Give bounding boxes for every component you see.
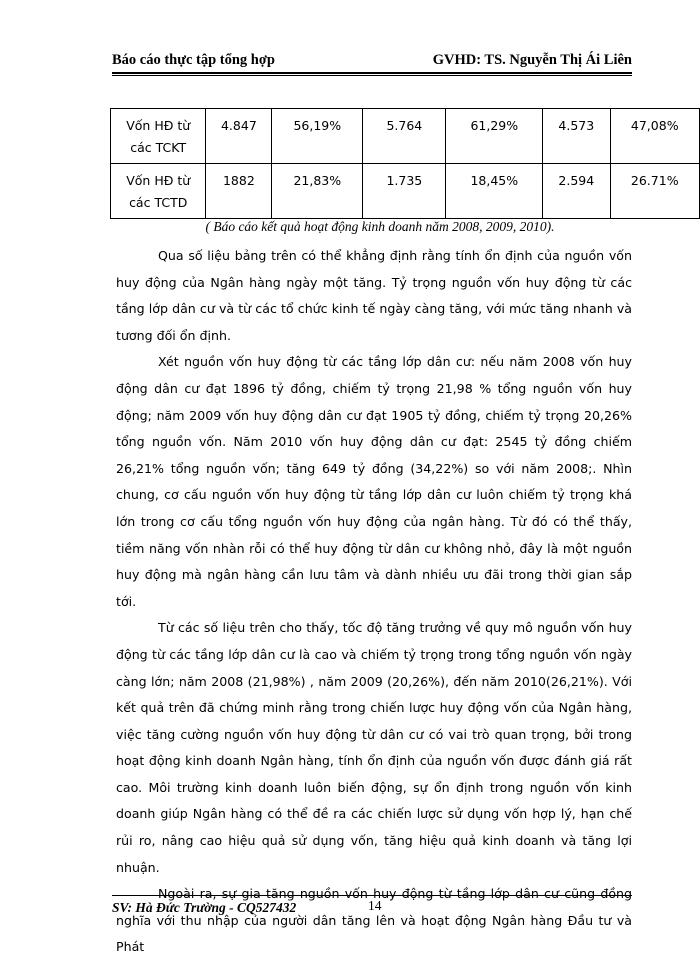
student-name: SV: Hà Đức Trường - CQ527432 [112,900,297,915]
table-cell: 1.735 [363,164,446,219]
table-cell: 5.764 [363,109,446,164]
capital-table [110,108,700,219]
table-cell: 56,19% [272,109,363,164]
row-label: Vốn HĐ từ các TCKT [111,109,206,164]
table-cell: 21,83% [272,164,363,219]
table-cell: 18,45% [446,164,543,219]
table-cell: 61,29% [446,109,543,164]
table-source-caption: ( Báo cáo kết quả hoạt động kinh doanh năm 2008, 2009, 2010). [205,219,555,234]
table-cell: 2.594 [543,164,610,219]
table-cell: 47,08% [610,109,700,164]
header-rule [112,72,632,76]
table-row [111,164,700,219]
body-text [116,243,632,961]
page-header [112,52,632,72]
table-cell: 26.71% [610,164,700,219]
paragraph: Xét nguồn vốn huy động từ các tầng lớp dân cư: nếu năm 2008 vốn huy động dân cư đạt 1896 tỷ đồng, chiếm tỷ trọng 21,98 % tổng nguồn vốn huy động; năm 2009 vốn huy động dân cư đạt 1905 tỷ đồng, chiếm tỷ trọng 20,26% tổng nguồn vốn. Năm 2010 vốn huy động dân cư đạt: 2545 tỷ đồng chiếm 26,21% tổng nguồn vốn; tăng 649 tỷ đồng (34,22%) so với năm 2008;. Nhìn chung, cơ cấu nguồn vốn huy động từ tầng lớp dân cư luôn chiếm tỷ trọng khá lớn trong cơ cấu tổng nguồn vốn huy động của ngân hàng. Từ đó có thể thấy, tiềm năng vốn nhàn rỗi có thể huy động từ dân cư không nhỏ, đây là một nguồn huy động mà ngân hàng cần lưu tâm và dành nhiều ưu đãi trong thời gian sắp tới. [116,354,632,609]
paragraph: Ngoài ra, sự gia tăng nguồn vốn huy động từ tầng lớp dân cư cũng đồng nghĩa với thu nhập của người dân tăng lên và hoạt động Ngân hàng Đầu tư và Phát [116,886,632,955]
paragraph: Từ các số liệu trên cho thấy, tốc độ tăng trưởng về quy mô nguồn vốn huy động từ các tầng lớp dân cư là cao và chiếm tỷ trọng trong tổng nguồn vốn ngày càng lớn; năm 2008 (21,98%) , năm 2009 (20,26%), đến năm 2010(26,21%). Với kết quả trên đã chứng minh rằng trong chiến lược huy động vốn của Ngân hàng, việc tăng cường nguồn vốn huy động từ dân cư có vai trò quan trọng, bởi trong hoạt động kinh doanh Ngân hàng, tính ổn định của nguồn vốn được đánh giá rất cao. Môi trường kinh doanh luôn biến động, sự ổn định trong nguồn vốn kinh doanh giúp Ngân hàng có thể đề ra các chiến lược sử dụng vốn hợp lý, hạn chế rủi ro, nâng cao hiệu quả sử dụng vốn, tăng hiệu quả kinh doanh và tăng lợi nhuận. [116,620,632,875]
footer-rule [112,895,632,896]
table-cell: 1882 [206,164,272,219]
row-label: Vốn HĐ từ các TCTD [111,164,206,219]
page-number: 14 [368,898,382,913]
table-cell: 4.573 [543,109,610,164]
table-row [111,109,700,164]
report-title: Báo cáo thực tập tổng hợp [112,52,275,68]
table-cell: 4.847 [206,109,272,164]
paragraph: Qua số liệu bảng trên có thể khẳng định rằng tính ổn định của nguồn vốn huy động của Ngân hàng ngày một tăng. Tỷ trọng nguồn vốn huy động từ các tầng lớp dân cư và từ các tổ chức kinh tế ngày càng tăng, với mức tăng nhanh và tương đối ổn định. [116,248,632,343]
supervisor-name: GVHD: TS. Nguyễn Thị Ái Liên [432,52,632,68]
